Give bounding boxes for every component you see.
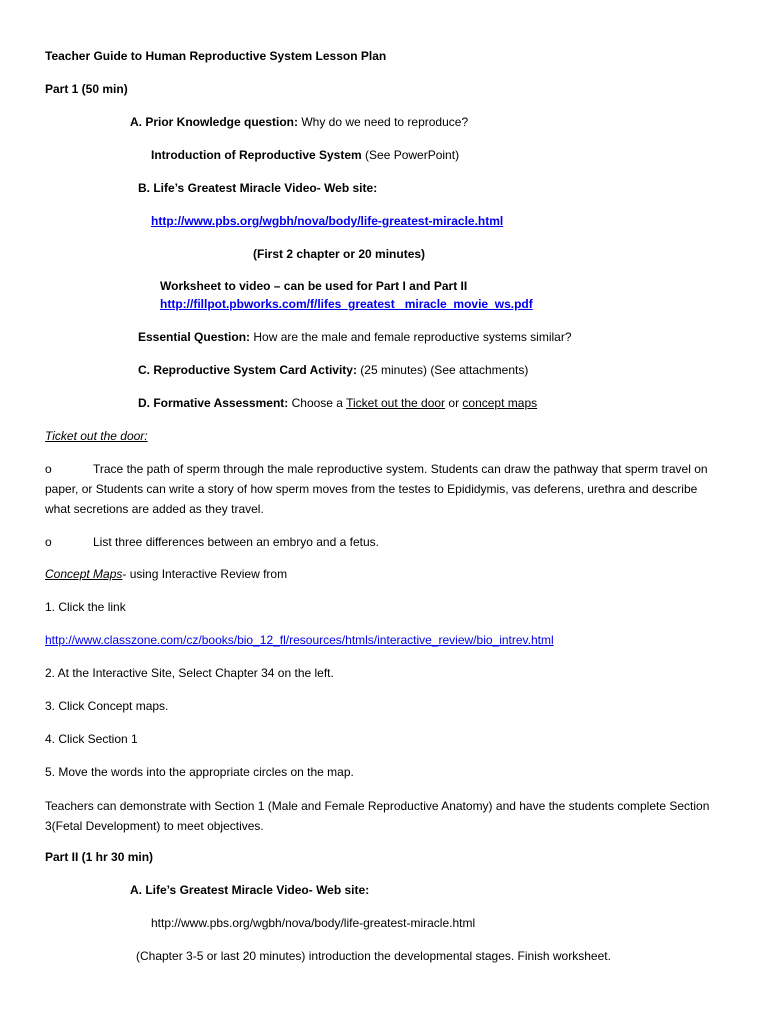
video-note: (First 2 chapter or 20 minutes): [253, 247, 426, 261]
concept-heading: Concept Maps: [45, 567, 123, 581]
concept-step-3: 3. Click Concept maps.: [45, 699, 169, 713]
worksheet-link[interactable]: http://fillpot.pbworks.com/f/lifes_greatest_ miracle_movie_ws.pdf: [160, 297, 533, 311]
part1-heading: Part 1 (50 min): [45, 82, 128, 96]
concept-heading-line: [45, 567, 287, 582]
concept-ref-link[interactable]: concept maps: [462, 396, 538, 410]
video-label: B. Life’s Greatest Miracle Video- Web site:: [138, 181, 378, 195]
ticket-item-2-text: List three differences between an embryo and a fetus.: [93, 535, 379, 549]
part2-video-label: A. Life’s Greatest Miracle Video- Web site:: [130, 883, 370, 897]
ticket-ref-link[interactable]: Ticket out the door: [346, 396, 446, 410]
essential-question-label: Essential Question:: [138, 330, 251, 344]
ticket-item-2: [45, 535, 379, 550]
card-activity-line: [138, 363, 528, 378]
ticket-heading: Ticket out the door:: [45, 429, 148, 443]
intro-line: [151, 148, 459, 163]
formative-line: [138, 396, 537, 411]
video-link[interactable]: http://www.pbs.org/wgbh/nova/body/life-greatest-miracle.html: [151, 214, 504, 228]
formative-label: D. Formative Assessment:: [138, 396, 289, 410]
essential-question-line: [138, 330, 572, 345]
bullet-marker: o: [45, 462, 52, 476]
concept-demo: Teachers can demonstrate with Section 1 (Male and Female Reproductive Anatomy) and have the students complete Section 3(Fetal Development) to meet objectives.: [45, 799, 710, 833]
formative-or: or: [445, 396, 463, 410]
card-activity-label: C. Reproductive System Card Activity:: [138, 363, 357, 377]
classzone-link[interactable]: http://www.classzone.com/cz/books/bio_12_fl/resources/htmls/interactive_review/bio_intrev.html: [45, 633, 554, 647]
prior-knowledge-text: Why do we need to reproduce?: [298, 115, 469, 129]
essential-question-text: How are the male and female reproductive systems similar?: [250, 330, 572, 344]
prior-knowledge-line: [130, 115, 468, 130]
page-title: Teacher Guide to Human Reproductive System Lesson Plan: [45, 49, 387, 63]
ticket-item-1: [45, 459, 725, 519]
card-activity-text: (25 minutes) (See attachments): [356, 363, 529, 377]
concept-step-5: 5. Move the words into the appropriate circles on the map.: [45, 765, 354, 779]
concept-step-2: 2. At the Interactive Site, Select Chapter 34 on the left.: [45, 666, 334, 680]
bullet-marker: o: [45, 535, 52, 549]
ticket-item-1-text: Trace the path of sperm through the male reproductive system. Students can draw the pathway that sperm travel on paper, or Students can write a story of how sperm moves from the testes to Epididymis, vas deferens, urethra and describe what secretions are added as they travel.: [45, 462, 708, 516]
formative-text: Choose a: [288, 396, 347, 410]
concept-step-1: 1. Click the link: [45, 600, 126, 614]
part2-note: (Chapter 3-5 or last 20 minutes) introduction the developmental stages. Finish worksheet.: [136, 949, 611, 963]
prior-knowledge-label: A. Prior Knowledge question:: [130, 115, 299, 129]
concept-heading-rest: - using Interactive Review from: [122, 567, 288, 581]
intro-label: Introduction of Reproductive System: [151, 148, 362, 162]
part2-video-link[interactable]: http://www.pbs.org/wgbh/nova/body/life-greatest-miracle.html: [151, 916, 476, 930]
intro-text: (See PowerPoint): [361, 148, 460, 162]
concept-step-4: 4. Click Section 1: [45, 732, 138, 746]
worksheet-text: Worksheet to video – can be used for Part I and Part II: [160, 279, 468, 293]
part2-heading: Part II (1 hr 30 min): [45, 850, 154, 864]
